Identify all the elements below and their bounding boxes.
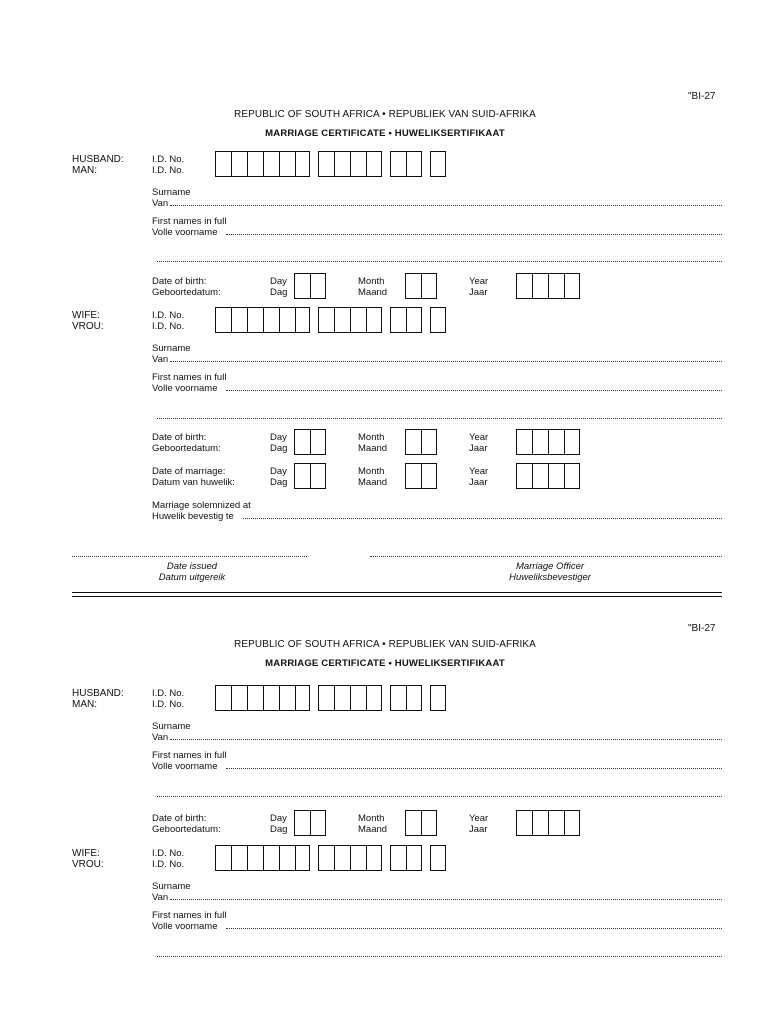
wife-id-boxes-group1[interactable]: [215, 845, 310, 871]
husband-first-names-line[interactable]: [226, 768, 722, 769]
husband-id-check-box[interactable]: [430, 151, 446, 177]
date-issued-caption: Date issued Datum uitgereik: [158, 561, 226, 583]
husband-first-names-line[interactable]: [226, 234, 722, 235]
wife-label: WIFE: VROU:: [72, 848, 104, 870]
husband-surname-line[interactable]: [170, 205, 722, 206]
husband-dob-day-boxes[interactable]: [294, 810, 326, 836]
husband-id-boxes-group3[interactable]: [390, 151, 422, 177]
title-republic: REPUBLIC OF SOUTH AFRICA • REPUBLIEK VAN SUID-AFRIKA: [234, 109, 536, 120]
wife-first-names-line[interactable]: [226, 928, 722, 929]
solemnized-label: Marriage solemnized at Huwelik bevestig te: [152, 500, 251, 522]
husband-label: HUSBAND: MAN:: [72, 688, 124, 710]
marriage-month-label: Month Maand: [358, 466, 388, 488]
wife-label: WIFE: VROU:: [72, 310, 104, 332]
husband-id-boxes-group1[interactable]: [215, 685, 310, 711]
marriage-day-label: Day Dag: [270, 466, 288, 488]
husband-dob-year-label: Year Jaar: [469, 276, 489, 298]
form-code: "BI-27: [688, 91, 716, 102]
title-marriage-certificate: MARRIAGE CERTIFICATE • HUWELIKSERTIFIKAAT: [265, 658, 505, 669]
husband-dob-year-boxes[interactable]: [516, 273, 580, 299]
husband-id-boxes-group3[interactable]: [390, 685, 422, 711]
wife-dob-month-label: Month Maand: [358, 432, 388, 454]
husband-dob-year-boxes[interactable]: [516, 810, 580, 836]
marriage-officer-line[interactable]: [370, 556, 722, 557]
wife-id-boxes-group1[interactable]: [215, 307, 310, 333]
husband-dob-label: Date of birth: Geboortedatum:: [152, 813, 221, 835]
wife-id-boxes-group2[interactable]: [318, 307, 382, 333]
marriage-day-boxes[interactable]: [294, 463, 326, 489]
solemnized-line[interactable]: [243, 518, 722, 519]
marriage-date-label: Date of marriage: Datum van huwelik:: [152, 466, 235, 488]
husband-id-check-box[interactable]: [430, 685, 446, 711]
wife-dob-month-boxes[interactable]: [405, 429, 437, 455]
husband-surname-label: Surname Van: [152, 721, 191, 743]
marriage-year-label: Year Jaar: [469, 466, 489, 488]
wife-first-names-line[interactable]: [226, 390, 722, 391]
husband-dob-month-boxes[interactable]: [405, 273, 437, 299]
separator-rule-top: [72, 592, 722, 593]
wife-dob-year-boxes[interactable]: [516, 429, 580, 455]
husband-surname-line[interactable]: [170, 739, 722, 740]
wife-id-check-box[interactable]: [430, 845, 446, 871]
husband-first-names-label: First names in full Volle voorname: [152, 216, 227, 238]
husband-surname-label: Surname Van: [152, 187, 191, 209]
marriage-year-boxes[interactable]: [516, 463, 580, 489]
wife-first-names-label: First names in full Volle voorname: [152, 910, 227, 932]
marriage-officer-caption: Marriage Officer Huweliksbevestiger: [509, 561, 591, 583]
husband-id-boxes-group1[interactable]: [215, 151, 310, 177]
date-issued-line[interactable]: [72, 556, 307, 557]
separator-rule-bottom: [72, 596, 722, 597]
form-code: "BI-27: [688, 623, 716, 634]
wife-id-boxes-group3[interactable]: [390, 307, 422, 333]
wife-first-names-line-2[interactable]: [157, 418, 722, 419]
wife-id-boxes-group3[interactable]: [390, 845, 422, 871]
husband-dob-month-boxes[interactable]: [405, 810, 437, 836]
husband-dob-month-label: Month Maand: [358, 813, 388, 835]
husband-dob-month-label: Month Maand: [358, 276, 388, 298]
wife-surname-label: Surname Van: [152, 881, 191, 903]
husband-dob-year-label: Year Jaar: [469, 813, 489, 835]
husband-first-names-line-2[interactable]: [157, 796, 722, 797]
wife-first-names-line-2[interactable]: [157, 956, 722, 957]
wife-id-label: I.D. No. I.D. No.: [152, 848, 185, 870]
title-republic: REPUBLIC OF SOUTH AFRICA • REPUBLIEK VAN SUID-AFRIKA: [234, 639, 536, 650]
husband-dob-label: Date of birth: Geboortedatum:: [152, 276, 221, 298]
wife-dob-day-boxes[interactable]: [294, 429, 326, 455]
wife-dob-day-label: Day Dag: [270, 432, 288, 454]
wife-surname-line[interactable]: [170, 361, 722, 362]
husband-dob-day-boxes[interactable]: [294, 273, 326, 299]
husband-dob-day-label: Day Dag: [270, 813, 288, 835]
wife-surname-label: Surname Van: [152, 343, 191, 365]
wife-dob-year-label: Year Jaar: [469, 432, 489, 454]
husband-id-label: I.D. No. I.D. No.: [152, 688, 185, 710]
husband-id-boxes-group2[interactable]: [318, 685, 382, 711]
husband-id-boxes-group2[interactable]: [318, 151, 382, 177]
wife-surname-line[interactable]: [170, 899, 722, 900]
husband-first-names-label: First names in full Volle voorname: [152, 750, 227, 772]
wife-id-label: I.D. No. I.D. No.: [152, 310, 185, 332]
title-marriage-certificate: MARRIAGE CERTIFICATE • HUWELIKSERTIFIKAAT: [265, 128, 505, 139]
wife-id-boxes-group2[interactable]: [318, 845, 382, 871]
marriage-month-boxes[interactable]: [405, 463, 437, 489]
wife-first-names-label: First names in full Volle voorname: [152, 372, 227, 394]
husband-label: HUSBAND: MAN:: [72, 154, 124, 176]
husband-dob-day-label: Day Dag: [270, 276, 288, 298]
husband-first-names-line-2[interactable]: [157, 261, 722, 262]
wife-dob-label: Date of birth: Geboortedatum:: [152, 432, 221, 454]
husband-id-label: I.D. No. I.D. No.: [152, 154, 185, 176]
wife-id-check-box[interactable]: [430, 307, 446, 333]
